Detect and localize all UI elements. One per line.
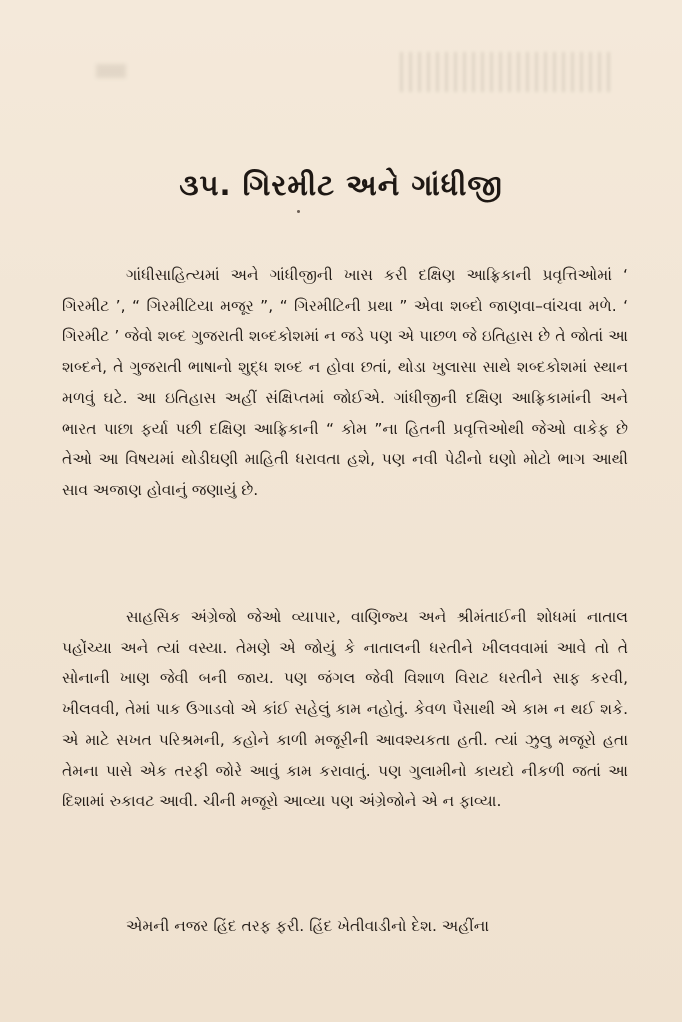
title-ornament-dot — [297, 210, 300, 213]
chapter-title: ૩૫. ગિરમીટ અને ગાંધીજી — [179, 168, 503, 202]
show-through-text — [400, 52, 610, 92]
paragraph-2: સાહસિક અંગ્રેજો જેઓ વ્યાપાર, વાણિજ્ય અને શ્રીમંતાઈની શોધમાં નાતાલ પહોંચ્યા અને ત્યાં વસ્યા. તેમણે એ જોયું કે નાતાલની ધરતીને ખીલવવામાં આવે તો તે સોનાની ખાણ જેવી બની જાય. પણ જંગલ જેવી વિશાળ વિરાટ ધરતીને સાફ કરવી, ખીલવવી, તેમાં પાક ઉગાડવો એ કાંઈ સહેલું કામ નહોતું. કેવળ પૈસાથી એ કામ ન થઈ શકે. એ માટે સખત પરિશ્રમની, કહોને કાળી મજૂરીની આવશ્યકતા હતી. ત્યાં ઝુલુ મજૂરો હતા તેમના પાસે એક તરફી જોરે આવું કામ કરાવાતું. પણ ગુલામીનો કાયદો નીકળી જતાં આ દિશામાં રુકાવટ આવી. ચીની મજૂરો આવ્યા પણ અંગ્રેજોને એ ન ફાવ્યા. — [62, 608, 628, 811]
show-through-page-number — [96, 64, 126, 78]
paragraph-3: એમની નજર હિંદ તરફ ફરી. હિંદ ખેતીવાડીનો દેશ. અહીંના — [126, 917, 490, 935]
paragraph-1: ગાંધીસાહિત્યમાં અને ગાંધીજીની ખાસ કરી દક્ષિણ આફ્રિકાની પ્રવૃત્તિઓમાં ‘ ગિરમીટ ’, “ ગિરમીટિયા મજૂર ”, “ ગિરમીટિની પ્રથા ” એવા શબ્દો જાણવા–વાંચવા મળે. ‘ ગિરમીટ ’ જેવો શબ્દ ગુજરાતી શબ્દકોશમાં ન જડે પણ એ પાછળ જે ઇતિહાસ છે તે જોતાં આ શબ્દને, તે ગુજરાતી ભાષાનો શુદ્ધ શબ્દ ન હોવા છતાં, થોડા ખુલાસા સાથે શબ્દકોશમાં સ્થાન મળવું ઘટે. આ ઇતિહાસ અહીં સંક્ષિપ્તમાં જોઈએ. ગાંધીજીની દક્ષિણ આફ્રિકામાંની અને ભારત પાછા ફર્યા પછી દક્ષિણ આફ્રિકાની “ કોમ ”ના હિતની પ્રવૃત્તિઓથી જેઓ વાકેફ છે તેઓ આ વિષયમાં થોડીઘણી માહિતી ધરાવતા હશે, પણ નવી પેઢીનો ઘણો મોટો ભાગ આથી સાવ અજાણ હોવાનું જણાયું છે. — [62, 266, 628, 499]
